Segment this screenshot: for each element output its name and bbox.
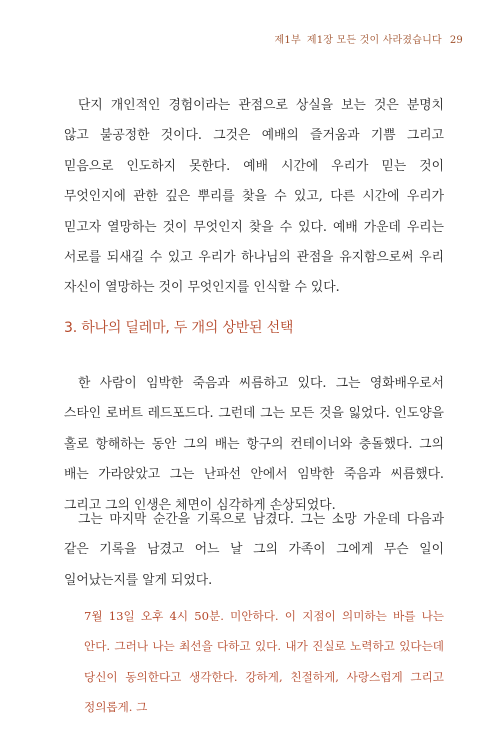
body-paragraph-2: 한 사람이 임박한 죽음과 씨름하고 있다. 그는 영화배우로서 스타인 로버트 레드포드다. 그런데 그는 모든 것을 잃었다. 인도양을 홀로 항해하는 동안 그의 배는 항구의 컨테이너와 충돌했다. 그의 배는 가라앉았고 그는 난파선 안에서 임박한 죽음과 씨름했다. 그리고 그의 인생은 체면이 심각하게 손상되었다. — [64, 376, 444, 513]
page-number: 29 — [449, 35, 463, 46]
body-paragraph-3: 그는 마지막 순간을 기록으로 남겼다. 그는 소망 가운데 다음과 같은 기록을 남겼고 어느 날 그의 가족이 그에게 무슨 일이 일어났는지를 알게 되었다. — [64, 512, 444, 588]
body-paragraph-1: 단지 개인적인 경험이라는 관점으로 상실을 보는 것은 분명치 않고 불공정한 것이다. 그것은 예배의 즐거움과 기쁨 그리고 믿음으로 인도하지 못한다. 예배 시간에 우리가 믿는 것이 무엇인지에 관한 깊은 뿌리를 찾을 수 있고, 다른 시간에 우리가 믿고자 열망하는 것이 무엇인지 찾을 수 있다. 예배 가운데 우리는 서로를 되새길 수 있고 우리가 하나님의 관점을 유지함으로써 우리 자신이 열망하는 것이 무엇인지를 인식할 수 있다. — [64, 98, 444, 296]
section-heading: 3. 하나의 딜레마, 두 개의 상반된 선택 — [64, 320, 294, 336]
running-head-chapter: 제1장 모든 것이 사라졌습니다 — [306, 35, 442, 46]
diary-quote: 7월 13일 오후 4시 50분. 미안하다. 이 지점이 의미하는 바를 나는 안다. 그러나 나는 최선을 다하고 있다. 내가 진실로 노력하고 있다는데 당신이 동의한다고 생각한다. 강하게, 친절하게, 사랑스럽게 그리고 정의롭게. 그 — [84, 609, 444, 715]
running-head-part: 제1부 — [274, 35, 301, 46]
running-head — [275, 31, 463, 46]
